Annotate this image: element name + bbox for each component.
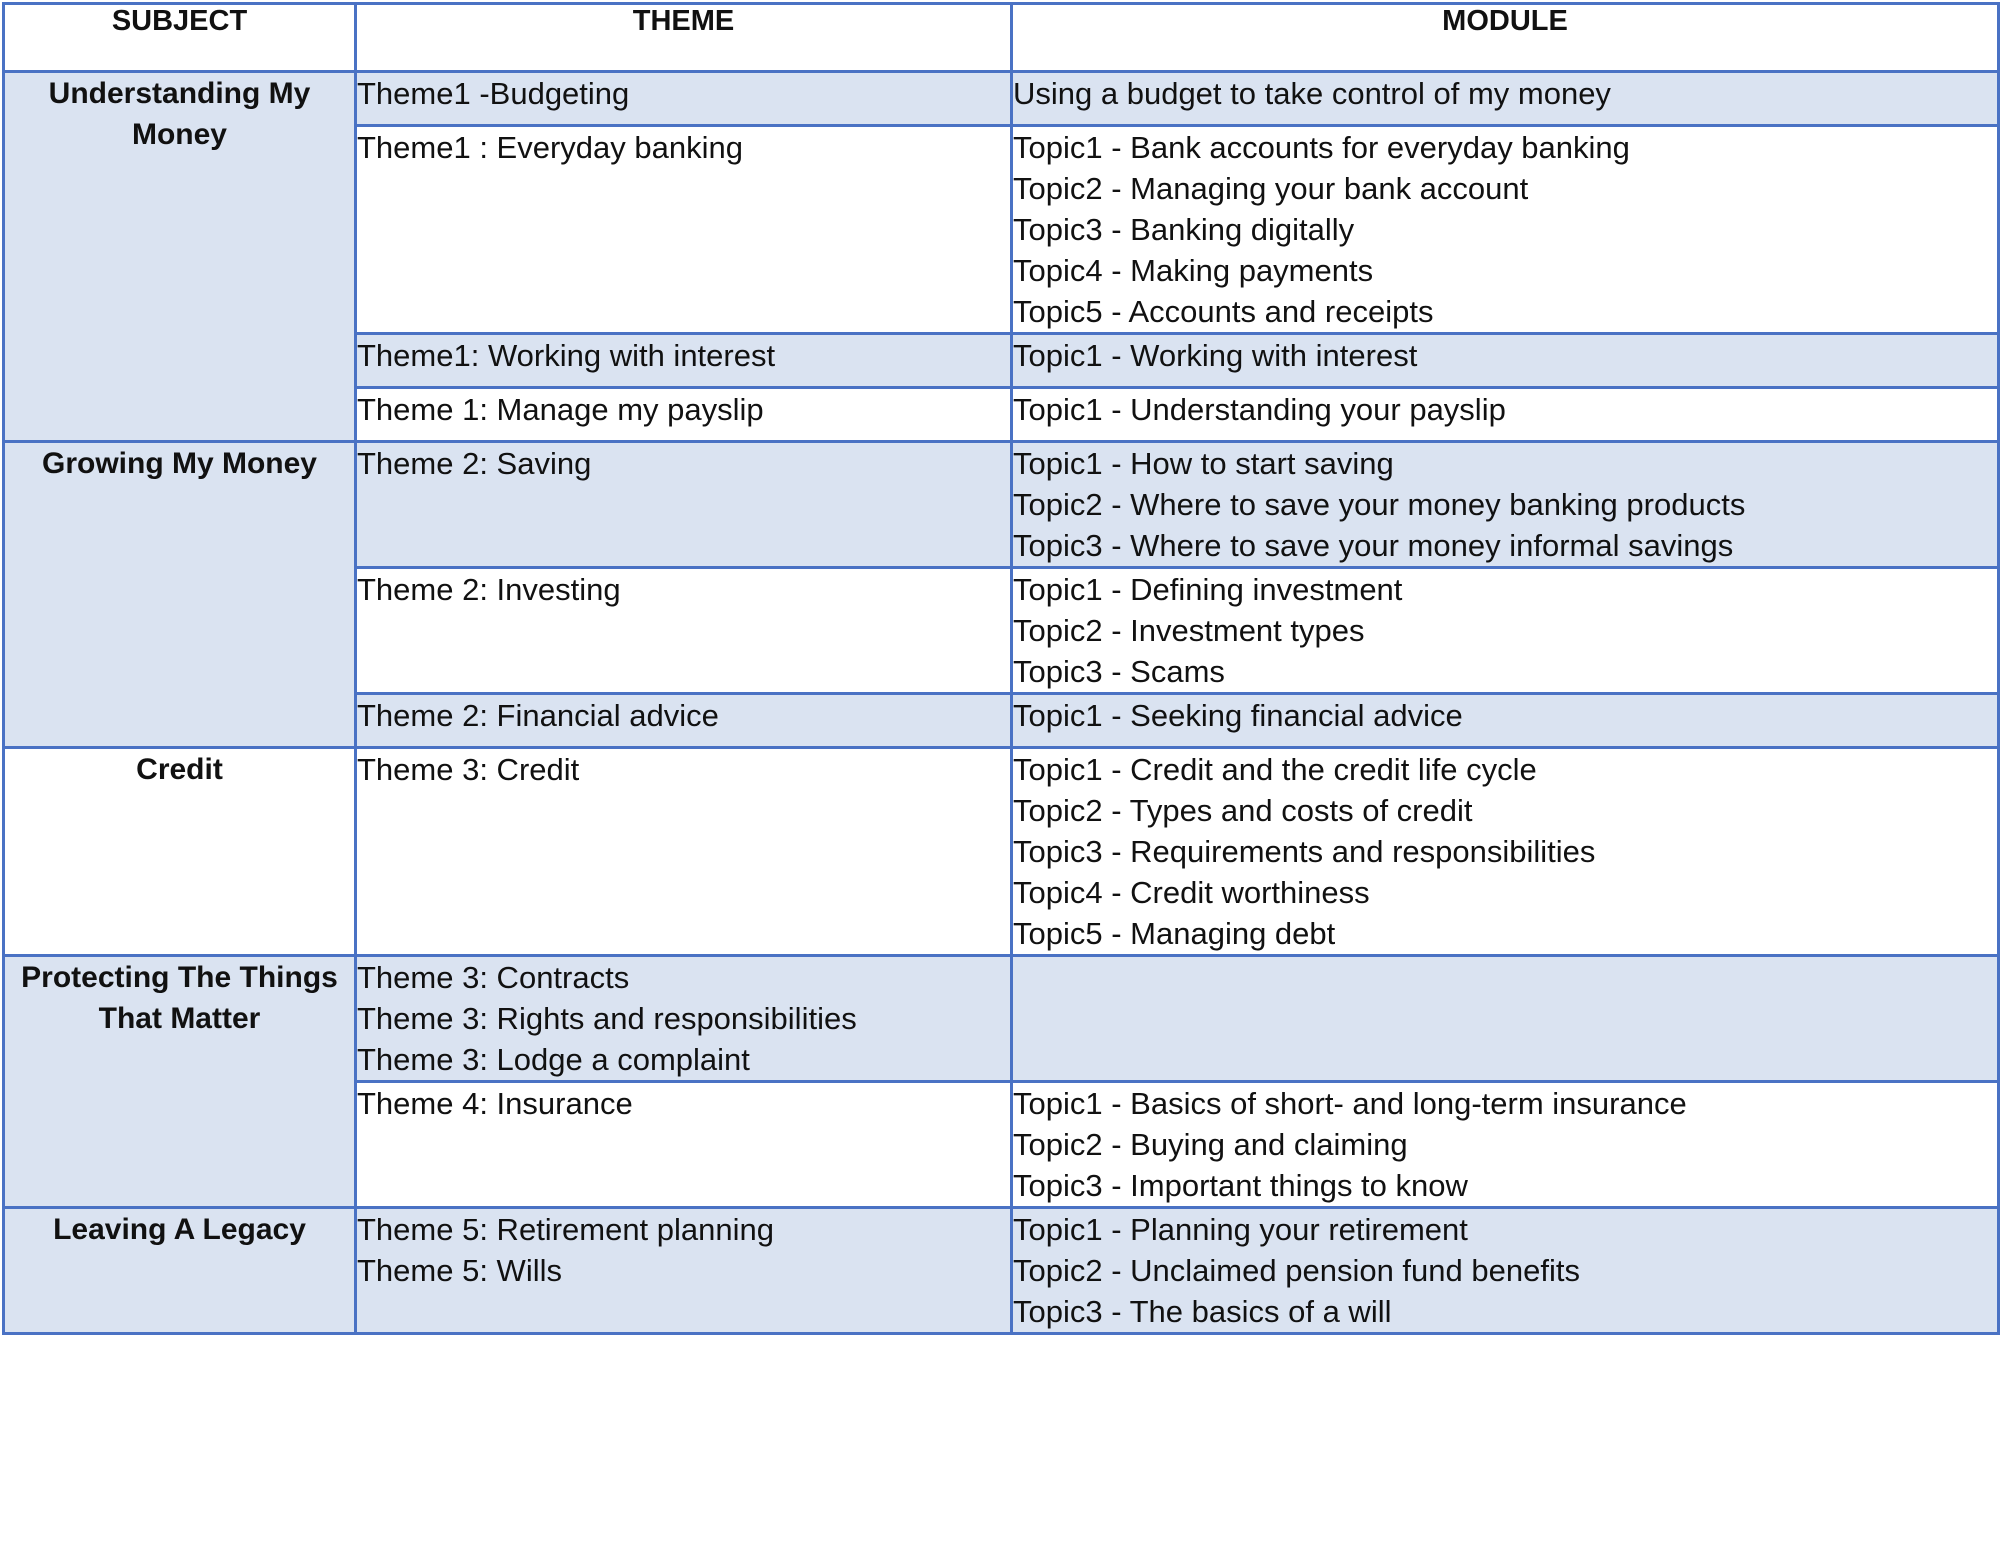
module-cell [1012,956,1999,1082]
module-cell [1012,1208,1999,1334]
curriculum-table-container [2,2,2000,1335]
topic-line: Topic3 - Scams [1013,654,1225,689]
subject-cell: Protecting The Things That Matter [4,956,356,1208]
topic-line: Topic1 - Bank accounts for everyday banking [1013,130,1630,165]
topic-line: Topic2 - Types and costs of credit [1013,793,1473,828]
topic-line: Topic5 - Managing debt [1013,916,1336,951]
header-subject: SUBJECT [4,4,356,72]
curriculum-table [2,2,2000,1335]
topic-line: Topic1 - How to start saving [1013,446,1394,481]
table-row [4,1208,1999,1334]
theme-cell [356,334,1012,388]
theme-line: Theme 3: Contracts [357,960,630,995]
topic-line: Using a budget to take control of my money [1013,76,1611,111]
theme-cell [356,1208,1012,1334]
theme-line: Theme 3: Rights and responsibilities [357,1001,857,1036]
topic-line: Topic2 - Investment types [1013,613,1365,648]
theme-line: Theme 2: Investing [357,572,621,607]
module-cell [1012,1082,1999,1208]
subject-cell: Understanding My Money [4,72,356,442]
theme-line: Theme 5: Wills [357,1253,562,1288]
theme-line: Theme 3: Credit [357,752,580,787]
theme-line: Theme1 : Everyday banking [357,130,743,165]
theme-cell [356,388,1012,442]
topic-line: Topic2 - Managing your bank account [1013,171,1529,206]
theme-cell [356,442,1012,568]
module-cell [1012,442,1999,568]
table-row [4,442,1999,568]
table-body [4,72,1999,1334]
topic-line: Topic1 - Credit and the credit life cycle [1013,752,1537,787]
theme-cell [356,1082,1012,1208]
theme-line: Theme 5: Retirement planning [357,1212,775,1247]
theme-cell [356,748,1012,956]
subject-cell: Credit [4,748,356,956]
topic-line: Topic1 - Seeking financial advice [1013,698,1463,733]
module-cell [1012,126,1999,334]
theme-line: Theme 3: Lodge a complaint [357,1042,750,1077]
theme-line: Theme 4: Insurance [357,1086,633,1121]
topic-line: Topic4 - Credit worthiness [1013,875,1370,910]
theme-line: Theme1 -Budgeting [357,76,630,111]
theme-cell [356,72,1012,126]
module-cell [1012,72,1999,126]
topic-line: Topic1 - Understanding your payslip [1013,392,1506,427]
module-cell [1012,694,1999,748]
topic-line: Topic3 - Banking digitally [1013,212,1355,247]
table-row [4,956,1999,1082]
theme-cell [356,568,1012,694]
topic-line: Topic3 - Requirements and responsibilities [1013,834,1596,869]
table-row [4,748,1999,956]
topic-line: Topic5 - Accounts and receipts [1013,294,1434,329]
topic-line: Topic3 - The basics of a will [1013,1294,1392,1329]
theme-line: Theme1: Working with interest [357,338,776,373]
subject-cell: Leaving A Legacy [4,1208,356,1334]
header-module: MODULE [1012,4,1999,72]
theme-cell [356,126,1012,334]
topic-line: Topic1 - Defining investment [1013,572,1403,607]
module-cell [1012,748,1999,956]
theme-cell [356,694,1012,748]
topic-line: Topic1 - Basics of short- and long-term insurance [1013,1086,1687,1121]
subject-cell: Growing My Money [4,442,356,748]
theme-line: Theme 1: Manage my payslip [357,392,764,427]
header-theme: THEME [356,4,1012,72]
theme-cell [356,956,1012,1082]
table-row [4,72,1999,126]
module-cell [1012,388,1999,442]
topic-line: Topic3 - Where to save your money informal savings [1013,528,1734,563]
theme-line: Theme 2: Saving [357,446,592,481]
topic-line: Topic2 - Buying and claiming [1013,1127,1408,1162]
topic-line: Topic1 - Planning your retirement [1013,1212,1468,1247]
module-cell [1012,334,1999,388]
module-cell [1012,568,1999,694]
topic-line: Topic4 - Making payments [1013,253,1374,288]
topic-line: Topic2 - Unclaimed pension fund benefits [1013,1253,1580,1288]
theme-line: Theme 2: Financial advice [357,698,719,733]
topic-line: Topic2 - Where to save your money banking products [1013,487,1746,522]
topic-line: Topic3 - Important things to know [1013,1168,1468,1203]
topic-line: Topic1 - Working with interest [1013,338,1418,373]
header-row [4,4,1999,72]
